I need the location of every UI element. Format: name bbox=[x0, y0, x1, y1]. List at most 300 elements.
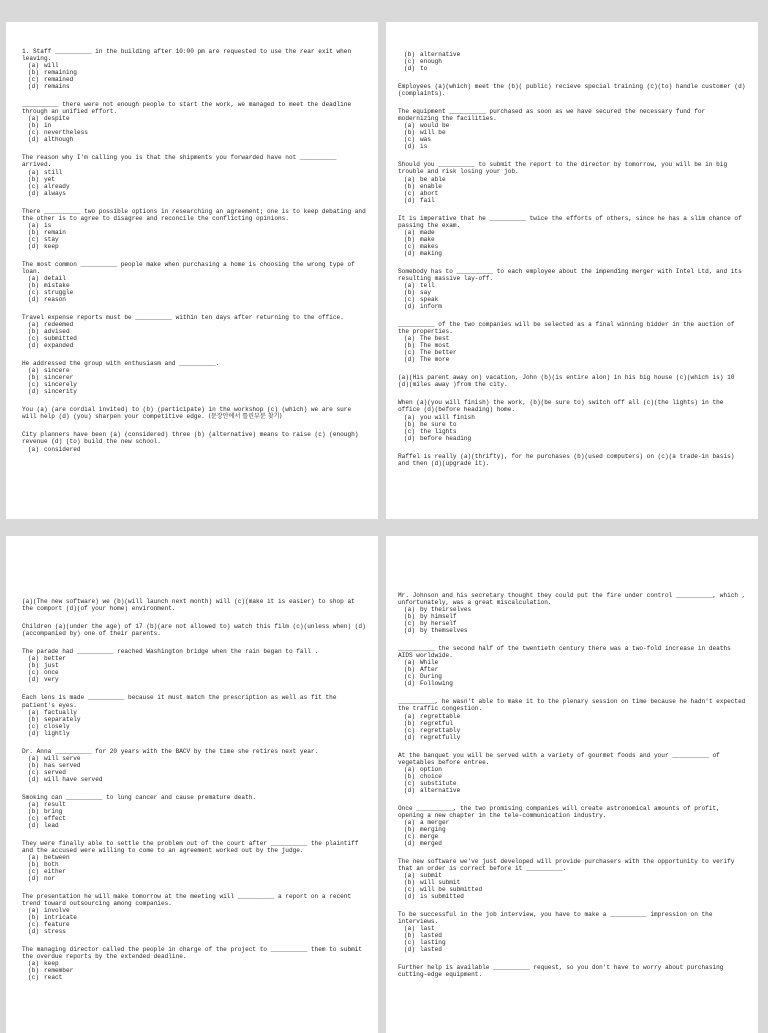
option-label: (d) bbox=[404, 434, 415, 442]
question-stem-text: __________ there were not enough people to start the work, we managed to meet the deadline through an unified effort. bbox=[22, 101, 352, 116]
option-label: (a) bbox=[404, 712, 415, 720]
question-stem bbox=[398, 374, 746, 388]
option-label: (a) bbox=[404, 925, 415, 933]
option-text: choice bbox=[420, 772, 442, 780]
option-text: lasted bbox=[420, 932, 442, 940]
option-list bbox=[398, 51, 746, 72]
option-item bbox=[28, 730, 368, 737]
option-item bbox=[404, 925, 746, 932]
option-text: intricate bbox=[44, 914, 77, 922]
option-item bbox=[404, 190, 746, 197]
option-label: (b) bbox=[404, 342, 415, 350]
option-item bbox=[404, 58, 746, 65]
option-text: redeemed bbox=[44, 321, 74, 329]
option-list bbox=[398, 414, 746, 442]
option-item bbox=[404, 289, 746, 296]
option-item bbox=[404, 65, 746, 72]
option-text: by theirselves bbox=[420, 606, 472, 614]
option-label: (d) bbox=[404, 65, 415, 72]
option-label: (d) bbox=[404, 302, 415, 310]
option-label: (b) bbox=[404, 51, 415, 58]
option-list bbox=[398, 925, 746, 953]
option-item bbox=[404, 826, 746, 833]
option-text: will serve bbox=[44, 754, 81, 762]
question-stem bbox=[398, 645, 746, 659]
option-label: (a) bbox=[404, 175, 415, 183]
option-list bbox=[398, 229, 746, 257]
question-stem-text: You (a) (are cordial invited) to (b) (participate) in the workshop (c) (which) we are sure will help (d) (you) sharpen your competitive edge. bbox=[22, 406, 352, 421]
question-stem bbox=[398, 698, 746, 712]
option-item bbox=[28, 960, 368, 967]
option-item bbox=[28, 868, 368, 875]
option-list bbox=[22, 446, 368, 453]
option-item bbox=[404, 421, 746, 428]
option-item bbox=[404, 296, 746, 303]
question-stem-text: It is imperative that he __________ twice the efforts of others, since he has a slim chance of passing the exam. bbox=[398, 214, 742, 229]
option-text: detail bbox=[44, 274, 66, 282]
option-item bbox=[28, 275, 368, 282]
option-item bbox=[28, 169, 368, 176]
option-text: The more bbox=[420, 356, 450, 364]
option-item bbox=[28, 709, 368, 716]
question-stem-text: Somebody has to __________ to each employee about the impending merger with Intel Ltd, and its resulting massive lay-off. bbox=[398, 267, 742, 282]
option-item bbox=[28, 136, 368, 143]
option-text: During bbox=[420, 673, 442, 681]
option-item bbox=[404, 766, 746, 773]
question-stem-text: __________, he wasn't able to make it to the plenary session on time because he hadn't expected the traffic congestion. bbox=[398, 698, 746, 713]
question-stem-text: Smoking can __________ to lung cancer and cause premature death. bbox=[22, 793, 257, 801]
option-item bbox=[404, 780, 746, 787]
option-label: (d) bbox=[404, 733, 415, 741]
option-label: (d) bbox=[28, 136, 39, 144]
option-item bbox=[28, 381, 368, 388]
option-list bbox=[22, 854, 368, 882]
option-item bbox=[404, 713, 746, 720]
option-text: regrettable bbox=[420, 712, 461, 720]
option-label: (a) bbox=[404, 122, 415, 130]
option-text: sincerity bbox=[44, 388, 77, 396]
option-item bbox=[28, 854, 368, 861]
option-item bbox=[404, 720, 746, 727]
question bbox=[22, 360, 368, 395]
option-item bbox=[404, 197, 746, 204]
option-item bbox=[404, 129, 746, 136]
option-text: will be bbox=[420, 129, 446, 137]
option-item bbox=[28, 801, 368, 808]
option-item bbox=[404, 734, 746, 741]
option-label: (b) bbox=[28, 228, 39, 236]
option-item bbox=[28, 762, 368, 769]
option-item bbox=[404, 435, 746, 442]
option-label: (a) bbox=[28, 62, 39, 70]
option-text: struggle bbox=[44, 288, 74, 296]
option-item bbox=[28, 861, 368, 868]
option-text: merge bbox=[420, 832, 439, 840]
option-item bbox=[28, 190, 368, 197]
option-label: (a) bbox=[28, 445, 39, 453]
option-label: (b) bbox=[404, 879, 415, 887]
option-label: (d) bbox=[28, 83, 39, 91]
option-text: tell bbox=[420, 281, 435, 289]
option-label: (c) bbox=[28, 288, 39, 296]
option-text: be sure to bbox=[420, 420, 457, 428]
option-text: submitted bbox=[44, 335, 77, 343]
option-list bbox=[22, 709, 368, 737]
question-stem bbox=[22, 946, 368, 960]
option-list bbox=[398, 122, 746, 150]
option-label: (d) bbox=[28, 875, 39, 883]
option-label: (d) bbox=[404, 946, 415, 954]
page-bottom-left bbox=[6, 536, 378, 1033]
question bbox=[398, 453, 746, 467]
question-stem-text: Each lens is made __________ because it must match the prescription as well as fit the patient's eyes. bbox=[22, 694, 337, 709]
question-stem-text: (a)(His parent away on) vacation, John (b)(is entire alon) in his big house (c)(which is) 10 (d)(miles away )from the city. bbox=[398, 374, 735, 389]
option-item bbox=[404, 627, 746, 634]
option-text: substitute bbox=[420, 779, 457, 787]
option-item bbox=[404, 606, 746, 613]
option-label: (a) bbox=[404, 765, 415, 773]
question-stem-text: To be successful in the job interview, you have to make a __________ impression on the interviews. bbox=[398, 911, 713, 926]
option-text: lightly bbox=[44, 729, 70, 737]
question-stem-text: Travel expense reports must be __________ within ten days after returning to the office. bbox=[22, 313, 344, 321]
option-text: by themselves bbox=[420, 627, 468, 635]
question-stem bbox=[22, 154, 368, 168]
option-item bbox=[28, 69, 368, 76]
option-text: by herself bbox=[420, 620, 457, 628]
option-text: very bbox=[44, 676, 59, 684]
option-item bbox=[28, 335, 368, 342]
option-text: speak bbox=[420, 295, 439, 303]
option-label: (b) bbox=[28, 861, 39, 869]
question-stem bbox=[22, 598, 368, 612]
question-stem bbox=[398, 399, 746, 413]
question-stem bbox=[22, 360, 368, 367]
question-stem-text: Once __________, the two promising companies will create astronomical amounts of profit, opening a new chapter in the tele-communication industry. bbox=[398, 804, 720, 819]
question bbox=[22, 893, 368, 935]
option-item bbox=[404, 872, 746, 879]
question-stem bbox=[22, 406, 368, 420]
question bbox=[398, 752, 746, 794]
option-item bbox=[404, 122, 746, 129]
option-label: (a) bbox=[404, 281, 415, 289]
question-stem bbox=[22, 314, 368, 321]
option-text: merged bbox=[420, 839, 442, 847]
option-list bbox=[22, 801, 368, 829]
option-label: (a) bbox=[28, 960, 39, 968]
option-label: (d) bbox=[404, 839, 415, 847]
option-label: (c) bbox=[28, 669, 39, 677]
option-text: either bbox=[44, 868, 66, 876]
question bbox=[398, 83, 746, 97]
option-text: yet bbox=[44, 175, 55, 183]
option-list bbox=[398, 872, 746, 900]
option-item bbox=[404, 136, 746, 143]
question bbox=[22, 946, 368, 981]
option-label: (b) bbox=[404, 825, 415, 833]
option-label: (b) bbox=[404, 129, 415, 137]
question-stem-text: The equipment __________ purchased as soon as we have secured the necessary fund for modernizing the facilities. bbox=[398, 108, 706, 123]
option-text: alternative bbox=[420, 51, 461, 58]
option-text: still bbox=[44, 168, 63, 176]
question bbox=[398, 51, 746, 72]
question bbox=[22, 101, 368, 143]
question bbox=[22, 261, 368, 303]
option-text: better bbox=[44, 655, 66, 663]
option-item bbox=[28, 755, 368, 762]
option-text: lasting bbox=[420, 939, 446, 947]
option-text: result bbox=[44, 800, 66, 808]
option-item bbox=[28, 282, 368, 289]
option-label: (a) bbox=[28, 655, 39, 663]
option-item bbox=[404, 243, 746, 250]
option-label: (d) bbox=[28, 821, 39, 829]
option-item bbox=[404, 620, 746, 627]
option-label: (d) bbox=[404, 143, 415, 151]
option-label: (c) bbox=[404, 295, 415, 303]
option-item bbox=[28, 676, 368, 683]
option-list bbox=[22, 655, 368, 683]
option-item bbox=[404, 303, 746, 310]
option-label: (c) bbox=[404, 779, 415, 787]
option-text: react bbox=[44, 974, 63, 982]
question bbox=[398, 645, 746, 687]
option-label: (d) bbox=[28, 388, 39, 396]
option-text: abort bbox=[420, 189, 439, 197]
option-text: will submit bbox=[420, 879, 461, 887]
option-label: (a) bbox=[404, 335, 415, 343]
option-item bbox=[404, 51, 746, 58]
option-label: (b) bbox=[28, 175, 39, 183]
question-stem-text: The new software we've just developed will provide purchasers with the opportunity to verify that an order is correct before it __________. bbox=[398, 857, 735, 873]
option-list bbox=[398, 335, 746, 363]
question-stem-text: Should you __________ to submit the report to the director by tomorrow, you will be in big trouble and risk losing your job. bbox=[398, 161, 728, 176]
option-item bbox=[28, 914, 368, 921]
option-text: remain bbox=[44, 228, 66, 236]
option-label: (b) bbox=[28, 374, 39, 382]
option-item bbox=[404, 819, 746, 826]
question-stem bbox=[398, 161, 746, 175]
option-item bbox=[404, 946, 746, 953]
option-item bbox=[28, 342, 368, 349]
option-item bbox=[404, 932, 746, 939]
option-item bbox=[404, 666, 746, 673]
option-label: (a) bbox=[28, 321, 39, 329]
option-text: remember bbox=[44, 967, 74, 975]
question-stem-text: There __________ two possible options in researching an agreement; one is to keep debating and the other is to agree to disagree and reconcile the conflicting opinions. bbox=[22, 207, 366, 222]
option-item bbox=[28, 655, 368, 662]
option-text: After bbox=[420, 666, 439, 674]
option-item bbox=[404, 659, 746, 666]
option-label: (a) bbox=[28, 115, 39, 123]
option-label: (b) bbox=[28, 281, 39, 289]
option-text: nor bbox=[44, 875, 55, 883]
option-label: (d) bbox=[404, 627, 415, 635]
option-label: (d) bbox=[28, 295, 39, 303]
option-label: (c) bbox=[28, 381, 39, 389]
question bbox=[398, 911, 746, 953]
option-text: mistake bbox=[44, 281, 70, 289]
question-stem-text: The parade had __________ reached Washington bridge when the rain began to fall . bbox=[22, 648, 319, 656]
option-text: just bbox=[44, 662, 59, 670]
question-stem bbox=[22, 648, 368, 655]
option-text: made bbox=[420, 228, 435, 236]
question-stem-text: Further help is available __________ request, so you don't have to worry about purchasing cutting-edge equipment. bbox=[398, 964, 724, 979]
option-label: (d) bbox=[28, 189, 39, 197]
question-stem bbox=[22, 208, 368, 222]
question-stem-text: They were finally able to settle the problem out of the court after __________ the plaintiff and the accused were willing to come to an agreement worked out by the judge. bbox=[22, 839, 359, 854]
option-item bbox=[28, 328, 368, 335]
option-label: (d) bbox=[28, 729, 39, 737]
option-label: (b) bbox=[28, 914, 39, 922]
option-label: (a) bbox=[28, 708, 39, 716]
option-list bbox=[22, 169, 368, 197]
option-text: by himself bbox=[420, 613, 457, 621]
option-item bbox=[28, 243, 368, 250]
option-text: advised bbox=[44, 328, 70, 336]
option-label: (c) bbox=[404, 832, 415, 840]
option-label: (c) bbox=[28, 974, 39, 982]
option-label: (b) bbox=[404, 772, 415, 780]
option-list bbox=[398, 659, 746, 687]
option-item bbox=[28, 723, 368, 730]
option-label: (b) bbox=[404, 235, 415, 243]
option-label: (d) bbox=[28, 775, 39, 783]
question bbox=[22, 314, 368, 349]
option-text: makes bbox=[420, 242, 439, 250]
option-text: is bbox=[44, 221, 52, 229]
option-item bbox=[28, 669, 368, 676]
option-label: (a) bbox=[28, 274, 39, 282]
question bbox=[22, 208, 368, 250]
option-text: sincerer bbox=[44, 374, 74, 382]
option-text: is bbox=[420, 143, 428, 151]
option-item bbox=[28, 289, 368, 296]
option-label: (c) bbox=[404, 58, 415, 65]
question bbox=[398, 321, 746, 363]
option-label: (a) bbox=[28, 854, 39, 862]
question-stem-text: 1. Staff __________ in the building after 10:00 pm are requested to use the rear exit when leaving. bbox=[22, 48, 352, 63]
option-item bbox=[28, 446, 368, 453]
option-item bbox=[28, 662, 368, 669]
option-text: sincerely bbox=[44, 381, 77, 389]
question bbox=[398, 805, 746, 847]
option-label: (d) bbox=[404, 893, 415, 901]
option-text: keep bbox=[44, 242, 59, 250]
question-stem-text: Mr. Johnson and his secretary thought they could put the fire under control __________, which , unfortunately, was a great miscalculation. bbox=[398, 592, 746, 607]
option-item bbox=[28, 296, 368, 303]
option-text: before heading bbox=[420, 434, 472, 442]
option-item bbox=[28, 974, 368, 981]
option-item bbox=[28, 967, 368, 974]
option-item bbox=[404, 342, 746, 349]
question bbox=[22, 648, 368, 683]
option-list bbox=[398, 819, 746, 847]
question bbox=[22, 598, 368, 612]
option-item bbox=[28, 83, 368, 90]
option-item bbox=[28, 374, 368, 381]
option-label: (b) bbox=[404, 288, 415, 296]
option-list bbox=[398, 282, 746, 310]
question bbox=[22, 406, 368, 420]
option-label: (d) bbox=[404, 356, 415, 364]
option-label: (d) bbox=[28, 676, 39, 684]
question bbox=[398, 964, 746, 978]
option-list bbox=[22, 907, 368, 935]
option-text: inform bbox=[420, 302, 442, 310]
question-stem bbox=[22, 893, 368, 907]
page-bottom-right bbox=[386, 536, 758, 1033]
question-stem bbox=[22, 694, 368, 708]
option-item bbox=[28, 321, 368, 328]
page-top-left bbox=[6, 22, 378, 519]
option-text: merging bbox=[420, 825, 446, 833]
option-label: (b) bbox=[404, 420, 415, 428]
option-item bbox=[404, 673, 746, 680]
option-label: (c) bbox=[28, 129, 39, 137]
option-item bbox=[404, 143, 746, 150]
question-stem bbox=[22, 623, 368, 637]
option-item bbox=[404, 727, 746, 734]
question-stem bbox=[398, 752, 746, 766]
option-list bbox=[398, 606, 746, 634]
question-stem-text: Dr. Anna __________ for 20 years with the BACV by the time she retires next year. bbox=[22, 747, 319, 755]
option-label: (d) bbox=[404, 196, 415, 204]
question bbox=[398, 592, 746, 634]
option-label: (b) bbox=[28, 328, 39, 336]
option-label: (c) bbox=[404, 726, 415, 734]
option-text: regrettably bbox=[420, 726, 461, 734]
option-label: (c) bbox=[28, 76, 39, 84]
option-item bbox=[404, 282, 746, 289]
option-label: (b) bbox=[28, 662, 39, 670]
option-text: remains bbox=[44, 83, 70, 91]
option-text: a merger bbox=[420, 818, 450, 826]
question-stem-text: The managing director called the people in charge of the project to __________ them to submit the overdue reports by the extended deadline. bbox=[22, 946, 363, 961]
option-text: separately bbox=[44, 715, 81, 723]
option-text: alternative bbox=[420, 786, 461, 794]
option-item bbox=[28, 808, 368, 815]
question bbox=[22, 840, 368, 882]
option-item bbox=[404, 680, 746, 687]
option-text: Following bbox=[420, 680, 453, 688]
option-text: already bbox=[44, 182, 70, 190]
option-text: will be submitted bbox=[420, 886, 483, 894]
question-stem-text: Raffel is really (a)(thrifty), for he purchases (b)(used computers) on (c)(a trade-in basis) and then (d)(upgrade it). bbox=[398, 452, 735, 467]
option-label: (b) bbox=[28, 122, 39, 130]
option-text: considered bbox=[44, 445, 81, 453]
option-list bbox=[22, 367, 368, 395]
option-text: to bbox=[420, 65, 428, 72]
option-label: (c) bbox=[404, 886, 415, 894]
option-text: enable bbox=[420, 182, 442, 190]
option-label: (c) bbox=[28, 182, 39, 190]
option-text: making bbox=[420, 249, 442, 257]
option-label: (c) bbox=[28, 868, 39, 876]
option-item bbox=[404, 613, 746, 620]
question-stem bbox=[22, 48, 368, 62]
option-text: despite bbox=[44, 115, 70, 123]
option-text: feature bbox=[44, 921, 70, 929]
option-label: (c) bbox=[404, 189, 415, 197]
option-text: The most bbox=[420, 342, 450, 350]
option-item bbox=[28, 928, 368, 935]
option-list bbox=[22, 115, 368, 143]
option-label: (b) bbox=[28, 807, 39, 815]
option-item bbox=[404, 879, 746, 886]
option-item bbox=[404, 349, 746, 356]
question-stem-text: He addressed the group with enthusiasm and __________. bbox=[22, 360, 220, 368]
question-stem-text: City planners have been (a) (considered) three (b) (alternative) means to raise (c) (enough) revenue (d) (to) build the new school. bbox=[22, 431, 359, 446]
